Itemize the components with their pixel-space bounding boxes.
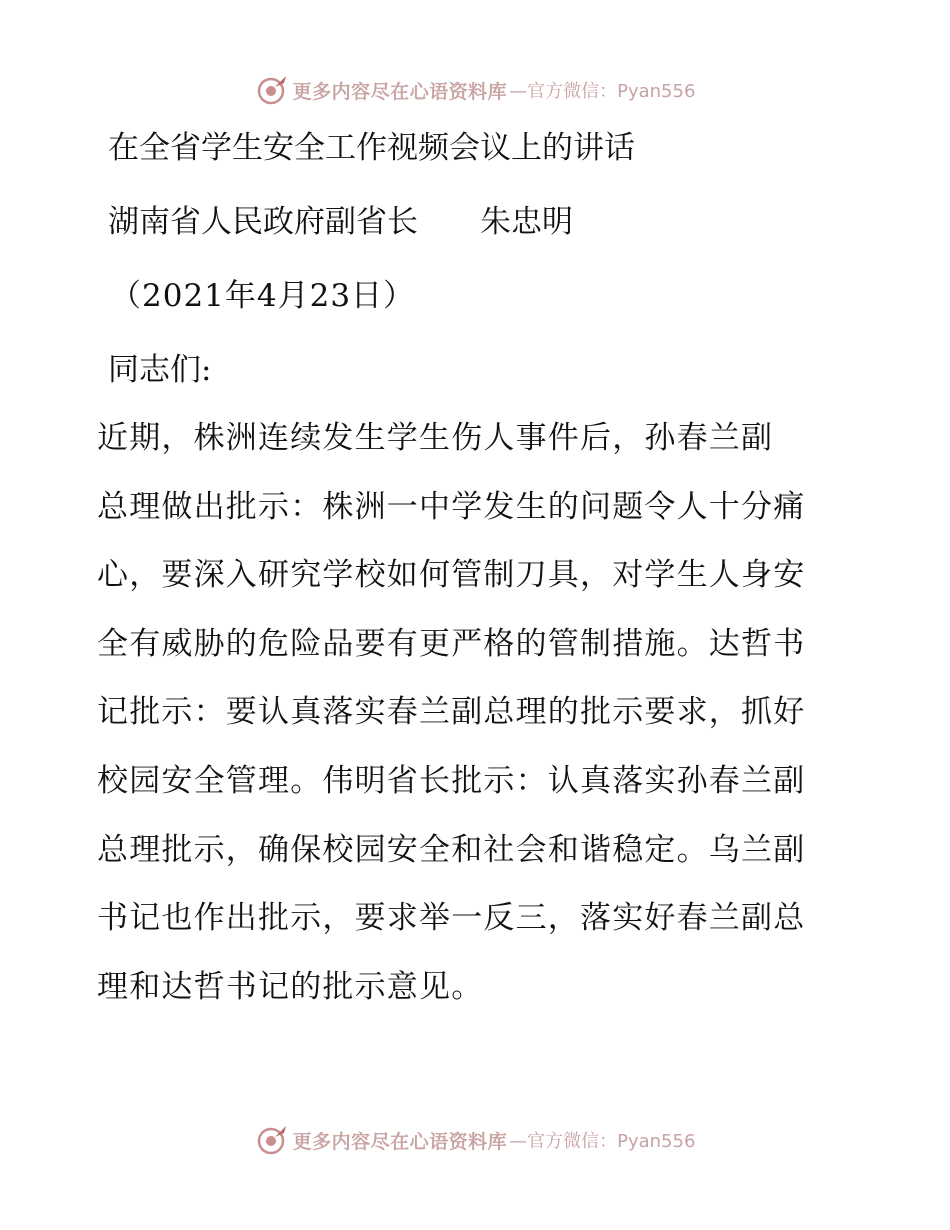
body-line: 心，要深入研究学校如何管制刀具，对学生人身安 <box>97 557 806 594</box>
quill-seal-icon <box>255 73 289 107</box>
document-body <box>97 418 853 1035</box>
document-author: 湖南省人民政府副省长 朱忠明 <box>108 204 573 240</box>
body-line: 理和达哲书记的批示意见。 <box>97 968 484 1005</box>
body-line: 书记也作出批示，要求举一反三，落实好春兰副总 <box>97 900 806 937</box>
document-greeting: 同志们: <box>108 352 212 388</box>
body-line: 总理做出批示：株洲一中学发生的问题令人十分痛 <box>97 488 806 525</box>
body-line: 记批示：要认真落实春兰副总理的批示要求，抓好 <box>97 694 806 731</box>
quill-seal-icon <box>255 1123 289 1157</box>
watermark-text: 更多内容尽在心语资料库 <box>292 80 508 103</box>
document-title: 在全省学生安全工作视频会议上的讲话 <box>108 130 635 166</box>
body-line: 全有威胁的危险品要有更严格的管制措施。达哲书 <box>97 625 806 662</box>
document-date: （2021年4月23日） <box>110 278 416 314</box>
watermark-wechat: —官方微信：Pyan556 <box>509 81 696 102</box>
body-line: 总理批示，确保校园安全和社会和谐稳定。乌兰副 <box>97 831 806 868</box>
body-line: 校园安全管理。伟明省长批示：认真落实孙春兰副 <box>97 762 806 799</box>
watermark-wechat: —官方微信：Pyan556 <box>509 1131 696 1152</box>
body-line: 近期，株洲连续发生学生伤人事件后，孙春兰副 <box>97 420 774 456</box>
watermark-footer <box>0 1120 950 1160</box>
watermark-text: 更多内容尽在心语资料库 <box>292 1130 508 1153</box>
watermark-header <box>0 70 950 110</box>
